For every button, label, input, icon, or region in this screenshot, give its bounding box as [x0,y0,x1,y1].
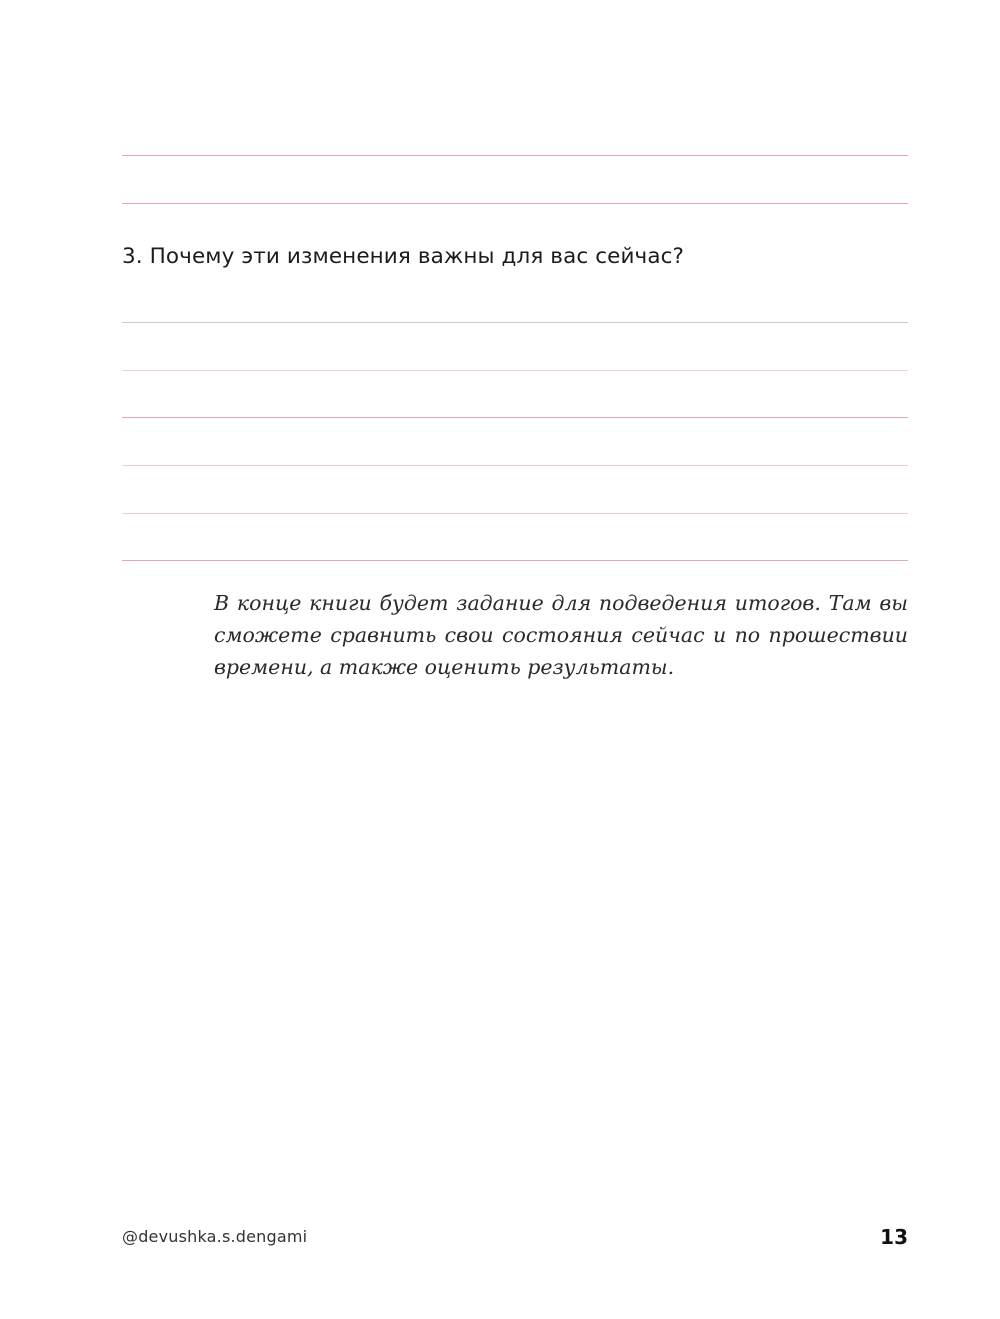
answer-line-7 [122,513,908,514]
footer-handle: @devushka.s.dengami [122,1227,308,1246]
answer-line-4 [122,370,908,371]
answer-line-6 [122,465,908,466]
answer-line-5 [122,417,908,418]
answer-line-8 [122,560,908,561]
answer-line-1 [122,155,908,156]
answer-line-2 [122,203,908,204]
answer-line-3 [122,322,908,323]
page-number: 13 [880,1225,908,1249]
question-heading: 3. Почему эти изменения важны для вас сейчас? [122,244,685,269]
italic-note: В конце книги будет задание для подведения итогов. Там вы сможете сравнить свои состояния сейчас и по прошествии времени, а также оценить результаты. [214,591,908,679]
